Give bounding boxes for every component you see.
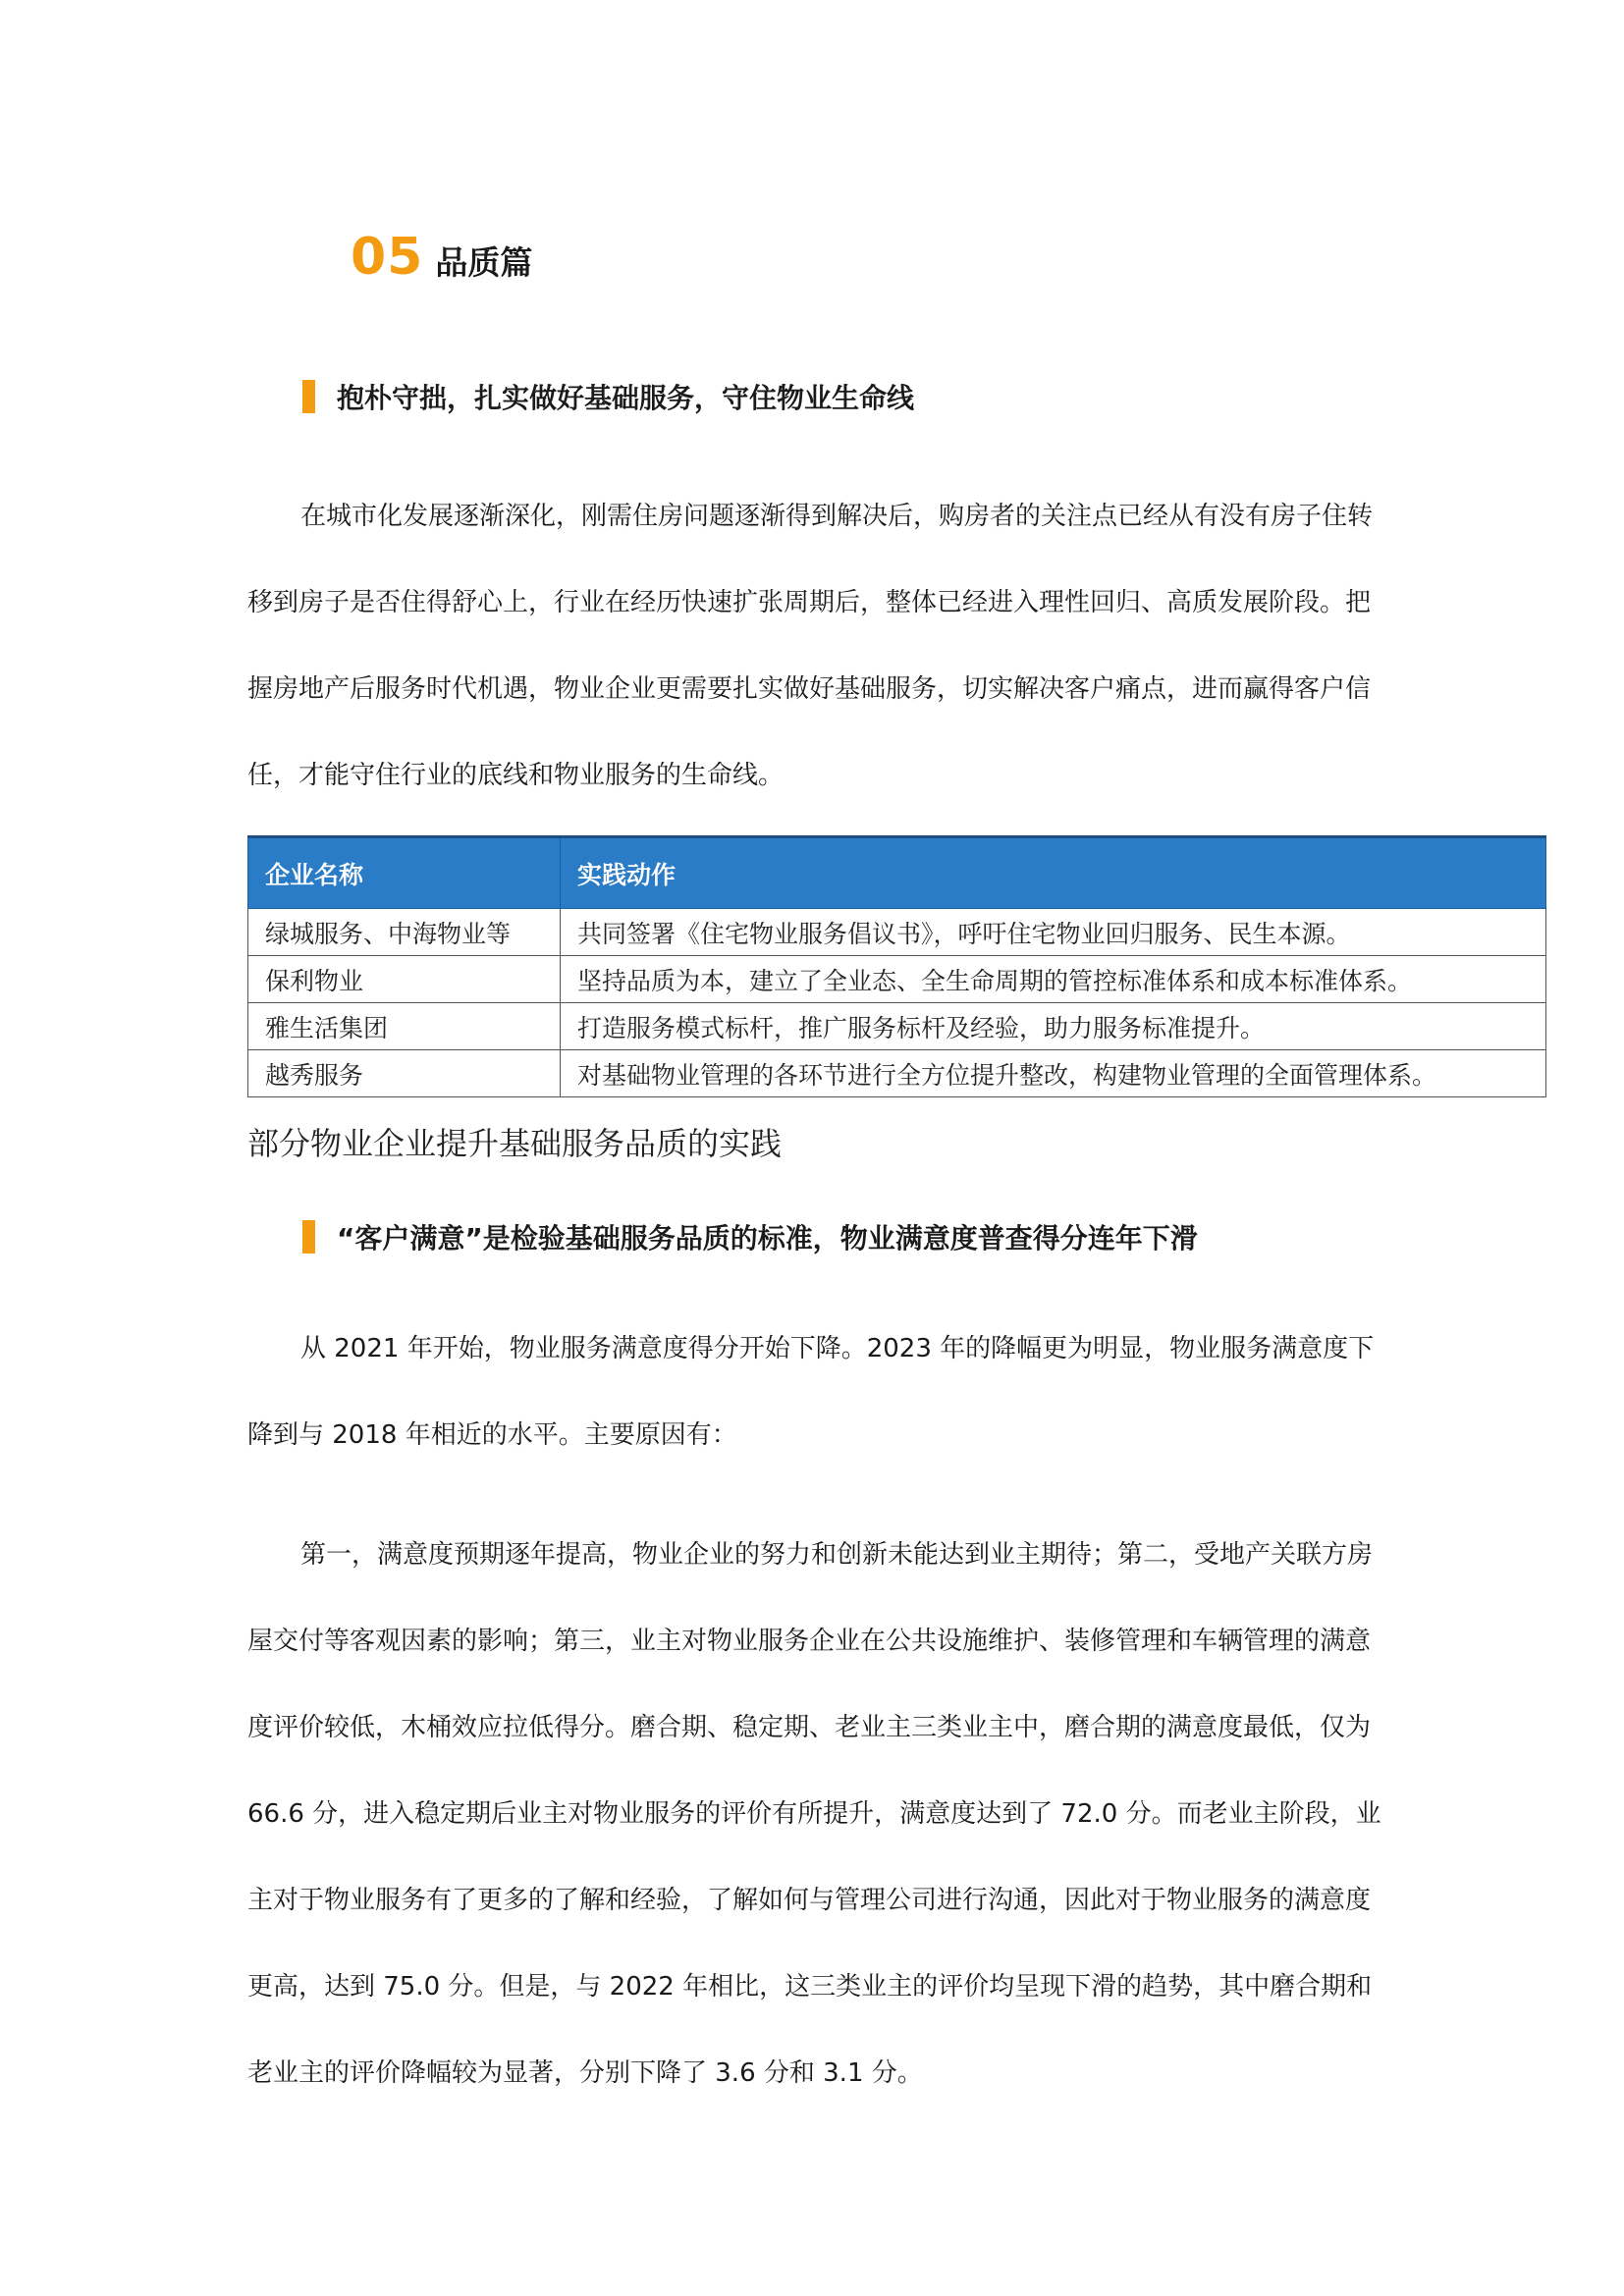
- paragraph-line: 握房地产后服务时代机遇，物业企业更需要扎实做好基础服务，切实解决客户痛点，进而赢得客户信: [247, 674, 1372, 704]
- table-row: [248, 1050, 1546, 1097]
- table-header-company: 企业名称: [248, 837, 561, 909]
- table-cell-action: 坚持品质为本，建立了全业态、全生命周期的管控标准体系和成本标准体系。: [561, 956, 1546, 1003]
- paragraph-line: 从 2021 年开始，物业服务满意度得分开始下降。2023 年的降幅更为明显，物业服务满意度下: [300, 1334, 1375, 1363]
- paragraph-line: 第一，满意度预期逐年提高，物业企业的努力和创新未能达到业主期待；第二，受地产关联方房: [300, 1540, 1374, 1570]
- table-row: [248, 1003, 1546, 1050]
- paragraph-line: 主对于物业服务有了更多的了解和经验，了解如何与管理公司进行沟通，因此对于物业服务的满意度: [247, 1886, 1372, 1915]
- heading-accent-bar: [302, 380, 315, 413]
- table-cell-action: 共同签署《住宅物业服务倡议书》，呼吁住宅物业回归服务、民生本源。: [561, 909, 1546, 956]
- chapter-title: 品质篇: [435, 243, 533, 282]
- table-cell-company: 绿城服务、中海物业等: [248, 909, 561, 956]
- chapter-header: [351, 228, 532, 296]
- section-heading-text: “客户满意”是检验基础服务品质的标准，物业满意度普查得分连年下滑: [337, 1222, 1198, 1255]
- paragraph-line: 移到房子是否住得舒心上，行业在经历快速扩张周期后，整体已经进入理性回归、高质发展阶段。把: [247, 588, 1372, 617]
- table-cell-company: 雅生活集团: [248, 1003, 561, 1050]
- table-cell-company: 保利物业: [248, 956, 561, 1003]
- paragraph-line: 降到与 2018 年相近的水平。主要原因有：: [247, 1420, 737, 1450]
- paragraph-line: 66.6 分，进入稳定期后业主对物业服务的评价有所提升，满意度达到了 72.0 分。而老业主阶段，业: [247, 1799, 1381, 1829]
- section-heading-2: [302, 1217, 1198, 1256]
- table-cell-company: 越秀服务: [248, 1050, 561, 1097]
- table-row: [248, 956, 1546, 1003]
- paragraph-line: 度评价较低，木桶效应拉低得分。磨合期、稳定期、老业主三类业主中，磨合期的满意度最低，仅为: [247, 1713, 1372, 1742]
- heading-accent-bar: [302, 1220, 315, 1254]
- paragraph-line: 屋交付等客观因素的影响；第三，业主对物业服务企业在公共设施维护、装修管理和车辆管理的满意: [247, 1627, 1372, 1656]
- table-row: [248, 909, 1546, 956]
- table-cell-action: 打造服务模式标杆，推广服务标杆及经验，助力服务标准提升。: [561, 1003, 1546, 1050]
- practice-table: [247, 835, 1546, 1097]
- table-caption: 部分物业企业提升基础服务品质的实践: [247, 1125, 783, 1162]
- section-heading-1: [302, 377, 914, 416]
- table-header-action: 实践动作: [561, 837, 1546, 909]
- chapter-number: 05: [351, 228, 424, 287]
- paragraph-line: 更高，达到 75.0 分。但是，与 2022 年相比，这三类业主的评价均呈现下滑的趋势，其中磨合期和: [247, 1972, 1373, 2002]
- table-header-row: [248, 837, 1546, 909]
- table-cell-action: 对基础物业管理的各环节进行全方位提升整改，构建物业管理的全面管理体系。: [561, 1050, 1546, 1097]
- section-heading-text: 抱朴守拙，扎实做好基础服务，守住物业生命线: [337, 382, 915, 414]
- paragraph-line: 任，才能守住行业的底线和物业服务的生命线。: [247, 761, 785, 790]
- paragraph-line: 老业主的评价降幅较为显著，分别下降了 3.6 分和 3.1 分。: [247, 2058, 923, 2088]
- paragraph-line: 在城市化发展逐渐深化，刚需住房问题逐渐得到解决后，购房者的关注点已经从有没有房子住转: [300, 502, 1374, 531]
